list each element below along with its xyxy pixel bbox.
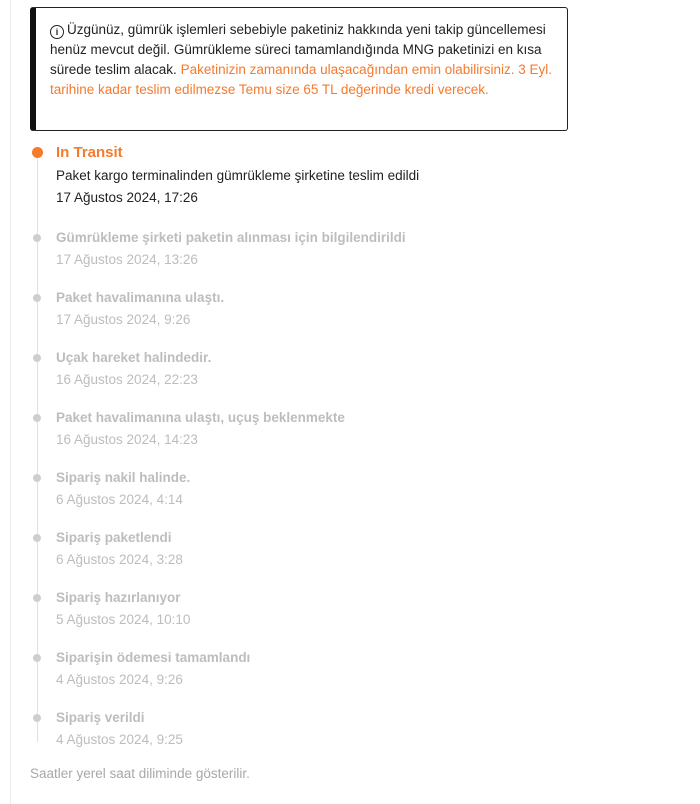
event-title: Siparişin ödemesi tamamlandı: [56, 650, 251, 665]
event-time: 16 Ağustos 2024, 22:23: [56, 372, 198, 387]
current-time: 17 Ağustos 2024, 17:26: [56, 190, 198, 205]
info-icon: i: [50, 25, 64, 39]
current-description: Paket kargo terminalinden gümrükleme şirketine teslim edildi: [56, 168, 420, 183]
event-title: Sipariş hazırlanıyor: [56, 590, 181, 605]
timeline-event: [30, 589, 590, 629]
event-time: 17 Ağustos 2024, 9:26: [56, 312, 191, 327]
timeline-event: [30, 529, 590, 569]
event-title: Gümrükleme şirketi paketin alınması için bilgilendirildi: [56, 230, 406, 245]
notice-highlight: Paketinizin zamanında ulaşacağından emin olabilirsiniz. 3 Eyl. tarihine kadar teslim edilmezse Temu size 65 TL değerinde kredi verecek.: [50, 62, 553, 97]
timeline-event: [30, 289, 590, 329]
event-title: Paket havalimanına ulaştı, uçuş beklenmekte: [56, 410, 345, 425]
event-time: 4 Ağustos 2024, 9:26: [56, 672, 183, 687]
timeline-event: [30, 349, 590, 389]
timezone-note: Saatler yerel saat diliminde gösterilir.: [30, 766, 250, 781]
event-time: 6 Ağustos 2024, 4:14: [56, 492, 183, 507]
timeline-dot: [33, 354, 41, 362]
timeline-dot: [33, 714, 41, 722]
event-time: 5 Ağustos 2024, 10:10: [56, 612, 191, 627]
event-title: Sipariş nakil halinde.: [56, 470, 191, 485]
timeline-dot: [33, 414, 41, 422]
event-title: Sipariş paketlendi: [56, 530, 172, 545]
timeline-current-event: [30, 143, 590, 207]
timeline-dot: [33, 534, 41, 542]
current-status-dot: [32, 147, 43, 158]
event-time: 16 Ağustos 2024, 14:23: [56, 432, 198, 447]
timeline-event: [30, 649, 590, 689]
event-title: Sipariş verildi: [56, 710, 145, 725]
event-title: Paket havalimanına ulaştı.: [56, 290, 225, 305]
event-title: Uçak hareket halindedir.: [56, 350, 212, 365]
event-time: 6 Ağustos 2024, 3:28: [56, 552, 183, 567]
timeline-event: [30, 709, 590, 749]
timeline-dot: [33, 654, 41, 662]
left-divider: [10, 0, 11, 804]
event-time: 17 Ağustos 2024, 13:26: [56, 252, 198, 267]
customs-notice: [30, 7, 568, 131]
current-status: In Transit: [56, 144, 123, 161]
timeline-event: [30, 409, 590, 449]
tracking-timeline: [30, 143, 590, 749]
event-time: 4 Ağustos 2024, 9:25: [56, 732, 183, 747]
notice-text: Üzgünüz, gümrük işlemleri sebebiyle paketiniz hakkında yeni takip güncellemesi henüz mevcut değil. Gümrükleme süreci tamamlandığında MNG paketinizi en kısa sürede teslim alacak.: [50, 22, 546, 77]
timeline-dot: [33, 594, 41, 602]
timeline-dot: [33, 234, 41, 242]
timeline-event: [30, 469, 590, 509]
timeline-event: [30, 229, 590, 269]
timeline-dot: [33, 294, 41, 302]
timeline-dot: [33, 474, 41, 482]
